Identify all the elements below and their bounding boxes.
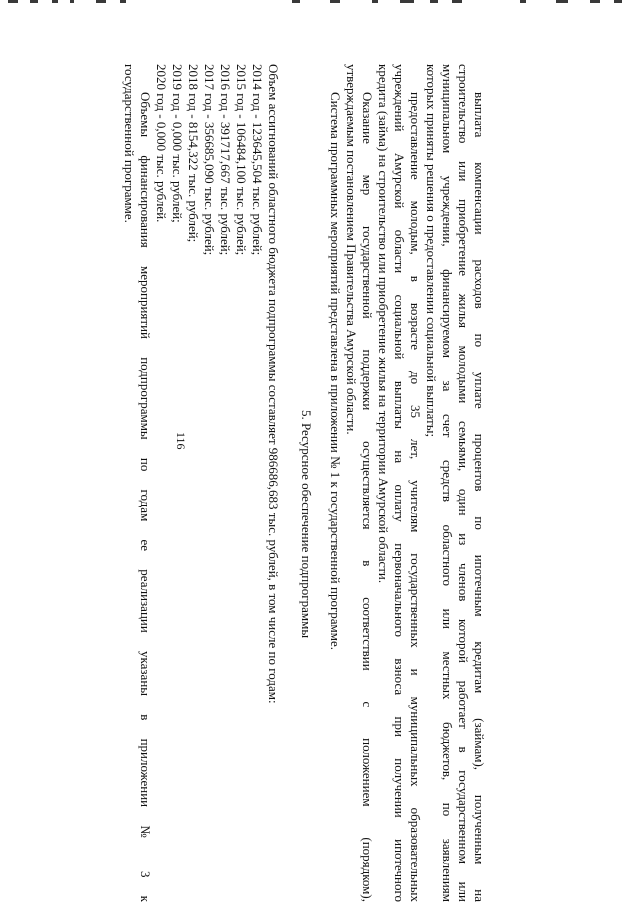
text-line: Оказание мер государственной поддержки осуществляется в соответствии с положением (порядком), (360, 92, 375, 902)
text-line: учреждений Амурской области социальной выплаты на оплату первоначального взноса при получении ипотечного (392, 64, 407, 902)
section-title: 5. Ресурсное обеспечение подпрограммы (299, 410, 314, 639)
year-row: 2018 год - 8154,322 тыс. рублей; (186, 64, 201, 243)
text-line: утверждаемым постановлением Правительства Амурской области. (344, 64, 359, 435)
text-line: которых приняты решения о предоставлении социальной выплаты; (424, 64, 439, 438)
year-row: 2016 год - 391717,667 тыс. рублей; (218, 64, 233, 256)
year-row: 2020 год - 0,000 тыс. рублей. (154, 64, 169, 223)
year-row: 2015 год - 106484,100 тыс. рублей; (234, 64, 249, 256)
year-row: 2014 год - 123645,504 тыс. рублей; (250, 64, 265, 256)
text-line: предоставление молодым, в возрасте до 35 лет, учителям государственных и муниципальных образовательных (408, 92, 423, 902)
year-row: 2019 год - 0,000 тыс. рублей; (170, 64, 185, 223)
document-page (20, 0, 640, 900)
year-row: 2017 год - 356685,090 тыс. рублей; (202, 64, 217, 256)
text-line: строительство или приобретение жилья молодыми семьями, один из членов которой работает в государственном или (456, 64, 471, 902)
text-line: Объем ассигнований областного бюджета подпрограммы составляет 986686,683 тыс. рублей, в том числе по годам: (266, 64, 281, 704)
text-line: кредита (займа) на строительство или приобретение жилья на территории Амурской области. (376, 64, 391, 584)
text-line: государственной программе. (122, 64, 137, 223)
text-line: Объемы финансирования мероприятий подпрограммы по годам ее реализации указаны в приложении № 3 к (138, 92, 153, 902)
text-line: выплата компенсации расходов по уплате процентов по ипотечным кредитам (займам), полученным на (472, 92, 487, 902)
text-line: Система программных мероприятий представлена в приложении № 1 к государственной программе. (328, 92, 343, 651)
text-line: муниципальном учреждении, финансируемом за счет средств областного или местных бюджетов, по заявлениям (440, 64, 455, 902)
page-number: 116 (174, 432, 188, 450)
